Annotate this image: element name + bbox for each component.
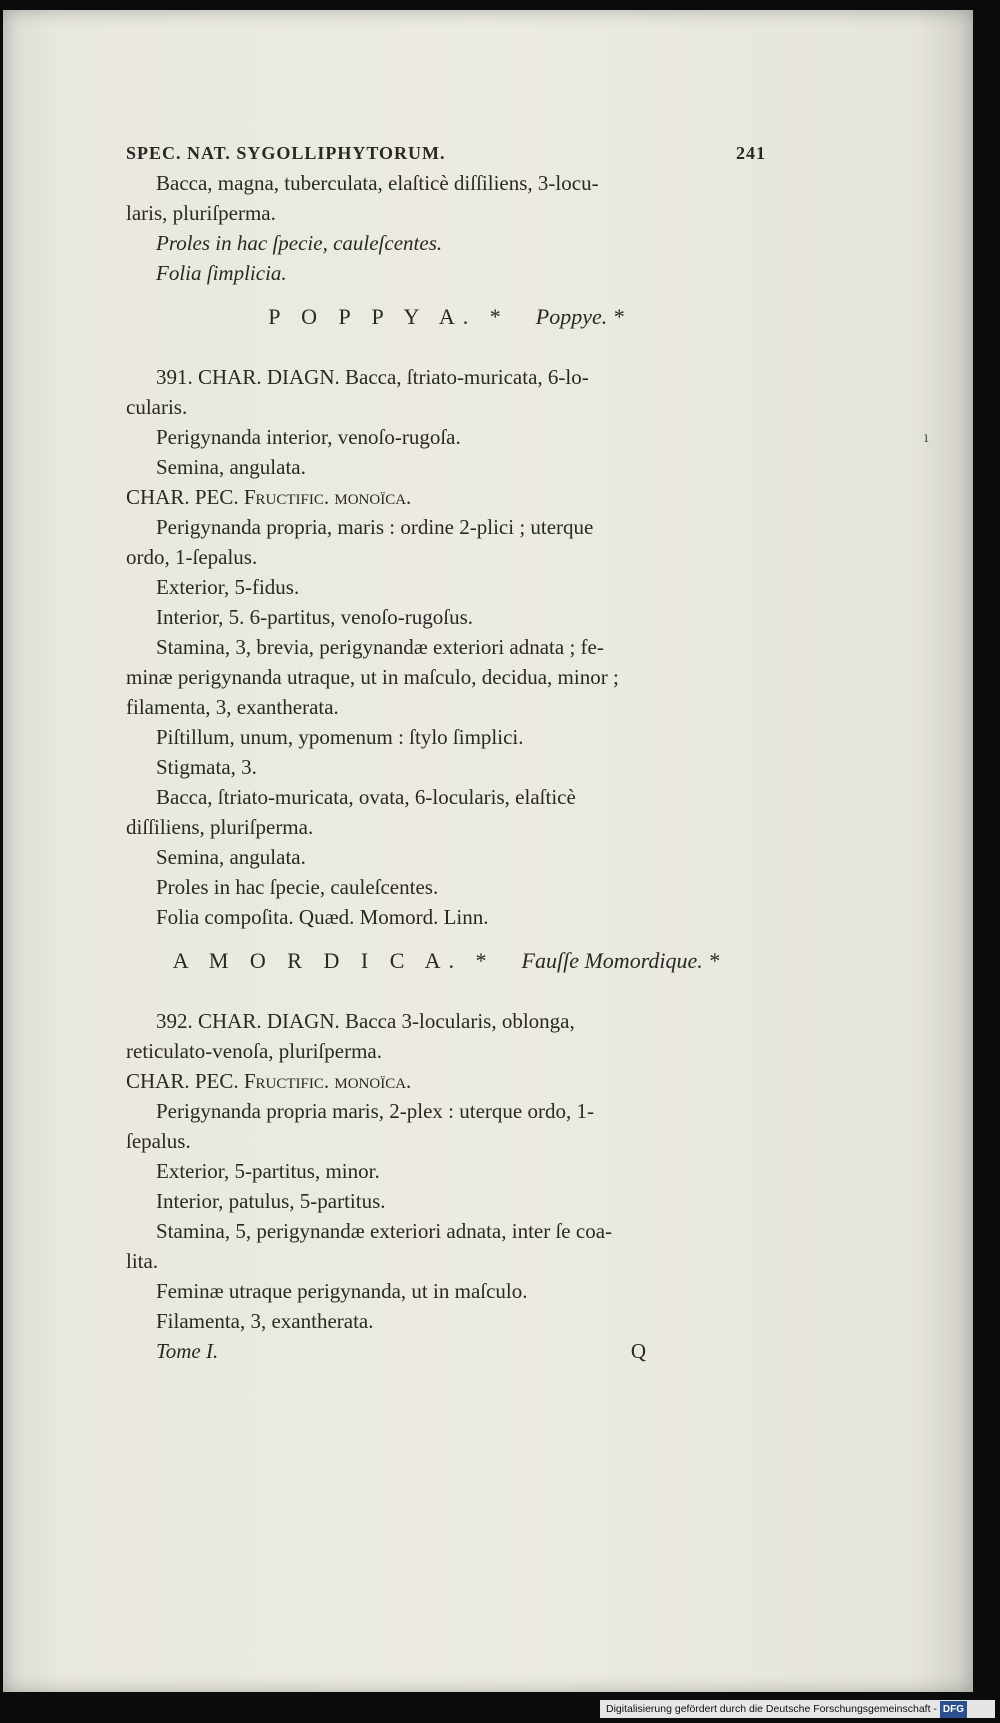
- text-line: Filamenta, 3, exantherata.: [156, 1309, 374, 1333]
- text-line: diſſiliens, pluriſperma.: [126, 815, 314, 839]
- text-line: Proles in hac ſpecie, cauleſcentes.: [156, 875, 439, 899]
- text-line: ordo, 1-ſepalus.: [126, 545, 258, 569]
- signature-mark: Q: [630, 1339, 646, 1363]
- text-line: Semina, angulata.: [156, 455, 306, 479]
- text-line: Interior, patulus, 5-partitus.: [156, 1189, 386, 1213]
- text-line: Exterior, 5-partitus, minor.: [156, 1159, 380, 1183]
- text-line: Folia compoſita. Quæd. Momord. Linn.: [156, 905, 489, 929]
- text-line: Bacca, ſtriato-muricata, ovata, 6-locularis, elaſticè: [156, 785, 576, 809]
- text-line: Stamina, 5, perigynandæ exteriori adnata, inter ſe coa-: [156, 1219, 613, 1243]
- text-line: CHAR. PEC. Fructific. monoïca.: [126, 1069, 412, 1093]
- page-footer: [126, 1336, 766, 1366]
- text-line: laris, pluriſperma.: [126, 201, 276, 225]
- text-line: Stigmata, 3.: [156, 755, 257, 779]
- text-line: Bacca, magna, tuberculata, elaſticè diſſiliens, 3-locu-: [156, 171, 599, 195]
- volume-label: Tome I.: [156, 1339, 219, 1363]
- margin-mark: ı: [924, 430, 929, 446]
- text-line: Folia ſimplicia.: [156, 261, 287, 285]
- genus-heading-poppya: P O P P Y A. * Poppye. *: [268, 304, 624, 329]
- text-line: filamenta, 3, exantherata.: [126, 695, 339, 719]
- genus-heading-amordica: A M O R D I C A. * Fauſſe Momordique. *: [172, 948, 720, 973]
- text-line: reticulato-venoſa, pluriſperma.: [126, 1039, 382, 1063]
- text-line: 392. CHAR. DIAGN. Bacca 3-locularis, oblonga,: [156, 1009, 575, 1033]
- digitization-note: Digitalisierung gefördert durch die Deutsche Forschungsgemeinschaft -: [606, 1703, 937, 1715]
- text-line: Exterior, 5-fidus.: [156, 575, 300, 599]
- text-line: Perigynanda propria maris, 2-plex : uterque ordo, 1-: [156, 1099, 594, 1123]
- text-line: CHAR. PEC. Fructific. monoïca.: [126, 485, 412, 509]
- page-number: 241: [736, 143, 766, 163]
- text-line: Proles in hac ſpecie, cauleſcentes.: [156, 231, 443, 255]
- text-line: Semina, angulata.: [156, 845, 306, 869]
- text-line: Piſtillum, unum, ypomenum : ſtylo ſimplici.: [156, 725, 524, 749]
- text-line: minæ perigynanda utraque, ut in maſculo, decidua, minor ;: [126, 665, 619, 689]
- text-line: cularis.: [126, 395, 188, 419]
- text-line: Perigynanda interior, venoſo-rugoſa.: [156, 425, 461, 449]
- page-text: [126, 138, 766, 1366]
- text-line: lita.: [126, 1249, 159, 1273]
- text-line: Perigynanda propria, maris : ordine 2-plici ; uterque: [156, 515, 594, 539]
- text-line: 391. CHAR. DIAGN. Bacca, ſtriato-muricata, 6-lo-: [156, 365, 589, 389]
- text-line: Interior, 5. 6-partitus, venoſo-rugoſus.: [156, 605, 474, 629]
- text-line: ſepalus.: [126, 1129, 191, 1153]
- digitization-credit: [600, 1700, 995, 1718]
- text-line: Stamina, 3, brevia, perigynandæ exteriori adnata ; fe-: [156, 635, 604, 659]
- dfg-logo: DFG: [940, 1701, 967, 1718]
- running-title: SPEC. NAT. SYGOLLIPHYTORUM.: [126, 143, 446, 163]
- text-line: Feminæ utraque perigynanda, ut in maſculo.: [156, 1279, 528, 1303]
- running-header: [126, 138, 766, 168]
